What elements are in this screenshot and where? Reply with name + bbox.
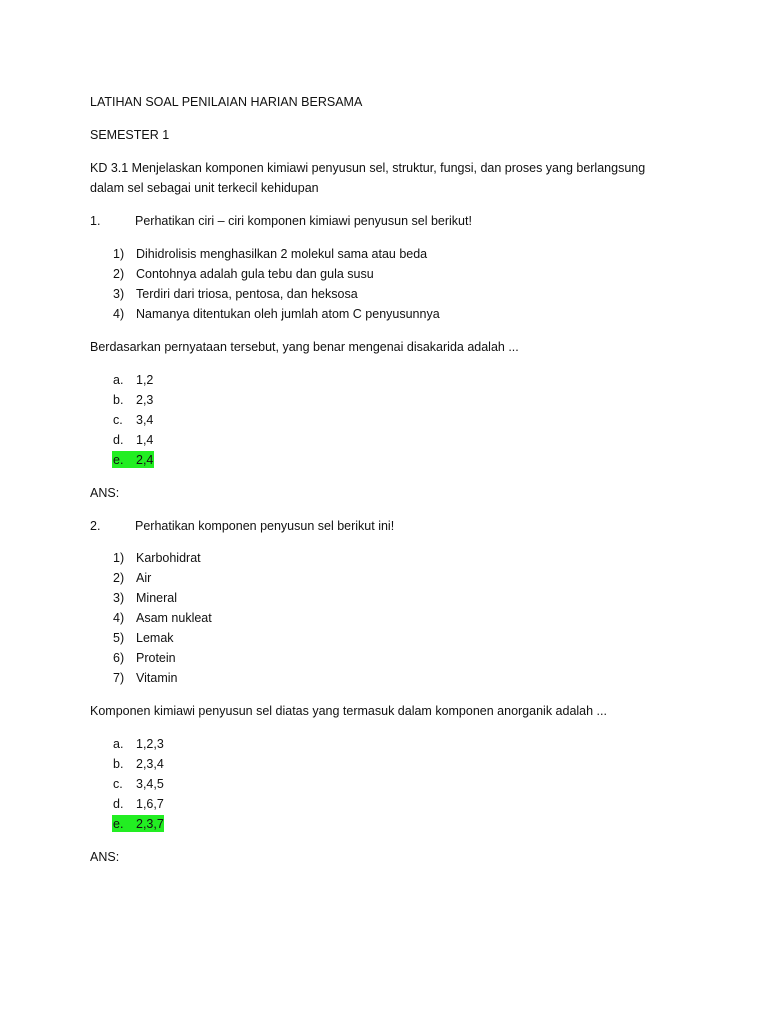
option-text: 1,4: [136, 433, 154, 447]
component-text: Mineral: [136, 591, 177, 605]
component-number: 2): [113, 571, 125, 585]
option-letter: c.: [113, 777, 123, 791]
option-text: 1,2: [136, 373, 154, 387]
option-text: 2,4: [136, 453, 154, 467]
question-number: 1.: [90, 214, 101, 228]
statement-text: Terdiri dari triosa, pentosa, dan heksosa: [136, 287, 358, 301]
question-prompt: Komponen kimiawi penyusun sel diatas yang termasuk dalam komponen anorganik adalah ...: [90, 704, 607, 718]
component-number: 6): [113, 651, 125, 665]
option-text: 2,3,4: [136, 757, 164, 771]
option-text: 1,2,3: [136, 737, 164, 751]
question-text: Perhatikan komponen penyusun sel berikut ini!: [135, 519, 395, 533]
component-number: 7): [113, 671, 125, 685]
document-title: LATIHAN SOAL PENILAIAN HARIAN BERSAMA: [90, 95, 363, 109]
component-text: Air: [136, 571, 152, 585]
option-letter: d.: [113, 797, 124, 811]
option-text: 2,3: [136, 393, 154, 407]
kd-line-2: dalam sel sebagai unit terkecil kehidupan: [90, 181, 319, 195]
option-letter: d.: [113, 433, 124, 447]
statement-text: Namanya ditentukan oleh jumlah atom C penyusunnya: [136, 307, 440, 321]
question-prompt: Berdasarkan pernyataan tersebut, yang benar mengenai disakarida adalah ...: [90, 340, 519, 354]
answer-label: ANS:: [90, 850, 120, 864]
question-text: Perhatikan ciri – ciri komponen kimiawi penyusun sel berikut!: [135, 214, 472, 228]
component-text: Vitamin: [136, 671, 178, 685]
statement-text: Contohnya adalah gula tebu dan gula susu: [136, 267, 374, 281]
option-letter: b.: [113, 393, 124, 407]
statement-number: 4): [113, 307, 125, 321]
option-letter: e.: [113, 817, 124, 831]
component-number: 4): [113, 611, 125, 625]
question-number: 2.: [90, 519, 101, 533]
option-text: 1,6,7: [136, 797, 164, 811]
option-letter: a.: [113, 373, 124, 387]
component-number: 1): [113, 551, 125, 565]
statement-number: 1): [113, 247, 125, 261]
component-number: 5): [113, 631, 125, 645]
option-text: 2,3,7: [136, 817, 164, 831]
option-letter: b.: [113, 757, 124, 771]
component-text: Lemak: [136, 631, 174, 645]
option-text: 3,4: [136, 413, 154, 427]
option-letter: e.: [113, 453, 124, 467]
answer-label: ANS:: [90, 486, 120, 500]
option-text: 3,4,5: [136, 777, 164, 791]
component-text: Protein: [136, 651, 176, 665]
kd-line-1: KD 3.1 Menjelaskan komponen kimiawi penyusun sel, struktur, fungsi, dan proses yang berlangsung: [90, 161, 646, 175]
component-text: Asam nukleat: [136, 611, 212, 625]
statement-number: 3): [113, 287, 125, 301]
component-number: 3): [113, 591, 125, 605]
component-text: Karbohidrat: [136, 551, 201, 565]
semester-label: SEMESTER 1: [90, 128, 170, 142]
statement-number: 2): [113, 267, 125, 281]
option-letter: c.: [113, 413, 123, 427]
statement-text: Dihidrolisis menghasilkan 2 molekul sama atau beda: [136, 247, 428, 261]
option-letter: a.: [113, 737, 124, 751]
